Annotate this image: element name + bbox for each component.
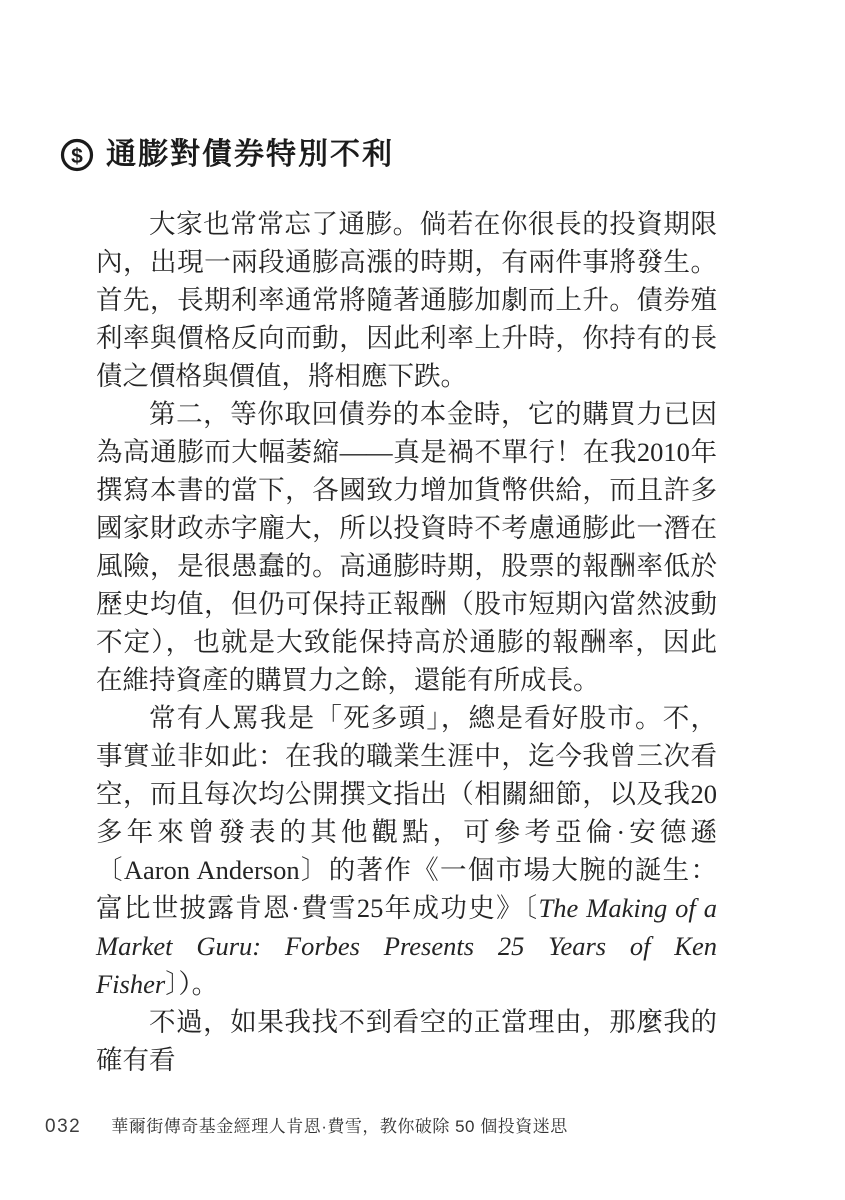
text-run: 第二，等你取回債券的本金時，它的購買力已因為高通膨而大幅萎縮——真是禍不單行！在我2010年撰寫本書的當下，各國致力增加貨幣供給，而且許多國家財政赤字龐大，所以投資時不考慮通膨此一潛在風險，是很愚蠢的。高通膨時期，股票的報酬率低於歷史均值，但仍可保持正報酬（股市短期內當然波動不定），也就是大致能保持高於通膨的報酬率，因此在維持資產的購買力之餘，還能有所成長。 (96, 399, 717, 695)
text-run: 大家也常常忘了通膨。倘若在你很長的投資期限內，出現一兩段通膨高漲的時期，有兩件事將發生。首先，長期利率通常將隨著通膨加劇而上升。債券殖利率與價格反向而動，因此利率上升時，你持有的長債之價格與價值，將相應下跌。 (96, 209, 717, 391)
text-run: 〕）。 (165, 969, 219, 999)
footer-book-title: 華爾街傳奇基金經理人肯恩·費雪，教你破除 50 個投資迷思 (111, 1117, 568, 1136)
svg-text:$: $ (71, 145, 83, 168)
paragraph (96, 395, 717, 699)
latin-italic-run: The Making of a Market Guru: Forbes Presents 25 Years of Ken Fisher (96, 893, 718, 999)
section-title: 通膨對債券特別不利 (106, 138, 394, 171)
paragraph (96, 699, 717, 1003)
paragraph (96, 1003, 717, 1079)
paragraph (96, 205, 717, 395)
dollar-circle-icon (59, 137, 95, 173)
body-text (96, 205, 717, 1079)
page-number: 032 (45, 1116, 82, 1137)
text-run: 常有人罵我是「死多頭」，總是看好股市。不，事實並非如此：在我的職業生涯中，迄今我曾三次看空，而且每次均公開撰文指出（相關細節，以及我20多年來曾發表的其他觀點，可參考亞倫·安德遜〔Aaron Anderson〕的著作《一個市場大腕的誕生：富比世披露肯恩·費雪25年成功史》〔 (96, 703, 717, 923)
section-heading (59, 137, 394, 173)
text-run: 不過，如果我找不到看空的正當理由，那麼我的確有看 (96, 1007, 717, 1075)
page-footer (45, 1112, 815, 1138)
